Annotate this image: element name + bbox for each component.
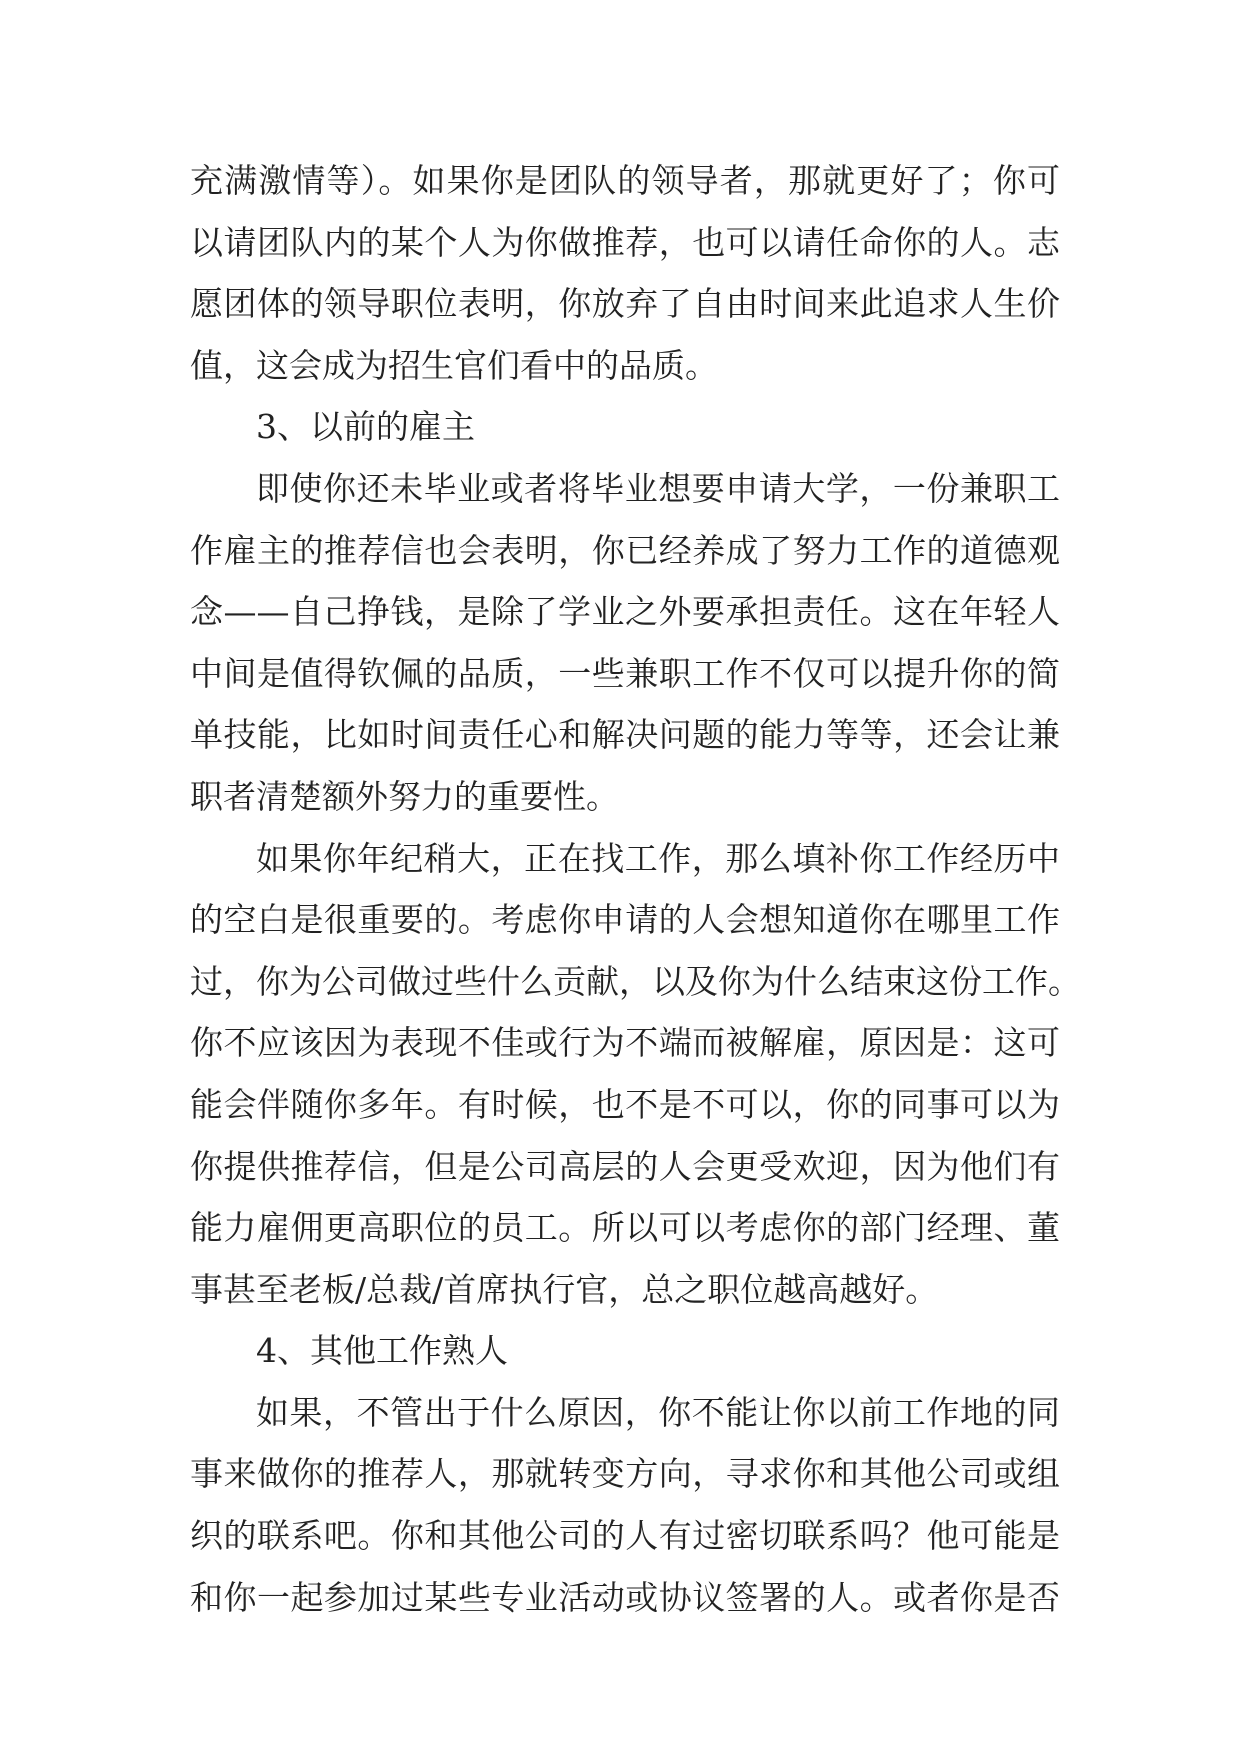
text-line: 念——自己挣钱，是除了学业之外要承担责任。这在年轻人 <box>190 592 1060 632</box>
body-text <box>190 150 1081 1628</box>
text-line: 事甚至老板/总裁/首席执行官，总之职位越高越好。 <box>190 1269 939 1309</box>
text-line: 过，你为公司做过些什么贡献，以及你为什么结束这份工作。 <box>190 961 1081 1001</box>
text-line: 作雇主的推荐信也会表明，你已经养成了努力工作的道德观 <box>190 530 1060 570</box>
text-line: 和你一起参加过某些专业活动或协议签署的人。或者你是否 <box>190 1577 1060 1617</box>
text-line: 如果你年纪稍大，正在找工作，那么填补你工作经历中 <box>256 838 1060 878</box>
text-line: 事来做你的推荐人，那就转变方向，寻求你和其他公司或组 <box>190 1454 1060 1494</box>
text-line: 能会伴随你多年。有时候，也不是不可以，你的同事可以为 <box>190 1084 1060 1124</box>
text-line: 你不应该因为表现不佳或行为不端而被解雇，原因是：这可 <box>190 1023 1060 1063</box>
text-line: 你提供推荐信，但是公司高层的人会更受欢迎，因为他们有 <box>190 1146 1060 1186</box>
text-line: 的空白是很重要的。考虑你申请的人会想知道你在哪里工作 <box>190 900 1060 940</box>
text-line: 织的联系吧。你和其他公司的人有过密切联系吗？他可能是 <box>190 1516 1060 1556</box>
text-line: 充满激情等）。如果你是团队的领导者，那就更好了；你可 <box>190 161 1060 200</box>
text-line: 愿团体的领导职位表明，你放弃了自由时间来此追求人生价 <box>190 284 1060 324</box>
text-line: 职者清楚额外努力的重要性。 <box>190 776 619 816</box>
section-heading: 3、以前的雇主 <box>256 407 475 447</box>
text-line: 中间是值得钦佩的品质，一些兼职工作不仅可以提升你的简 <box>190 653 1060 693</box>
text-line: 单技能，比如时间责任心和解决问题的能力等等，还会让兼 <box>190 715 1060 755</box>
text-line: 如果，不管出于什么原因，你不能让你以前工作地的同 <box>256 1392 1060 1432</box>
text-line: 以请团队内的某个人为你做推荐，也可以请任命你的人。志 <box>190 222 1060 262</box>
text-line: 能力雇佣更高职位的员工。所以可以考虑你的部门经理、董 <box>190 1208 1060 1248</box>
text-line: 值，这会成为招生官们看中的品质。 <box>190 345 718 385</box>
section-heading: 4、其他工作熟人 <box>256 1331 508 1371</box>
text-line: 即使你还未毕业或者将毕业想要申请大学，一份兼职工 <box>256 468 1060 508</box>
